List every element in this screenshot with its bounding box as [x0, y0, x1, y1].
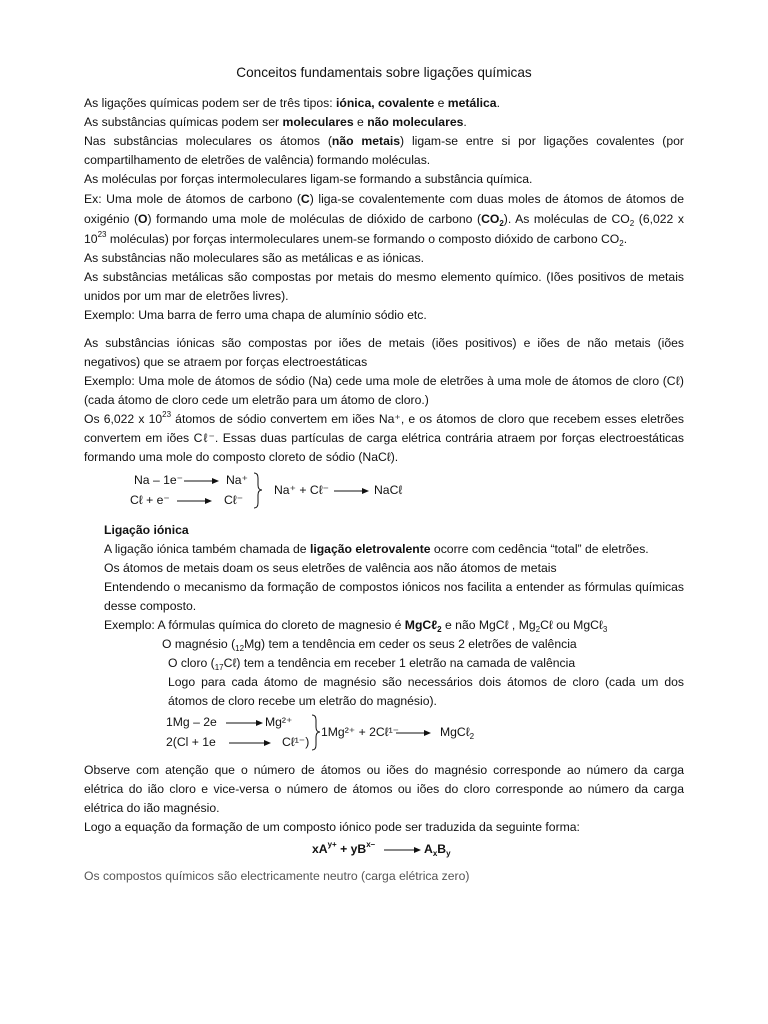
text: ocorre com cedência “total” de eletrões.: [430, 542, 649, 556]
paragraph-non-molecular: As substâncias não moleculares são as metálicas e as iónicas.: [84, 251, 425, 265]
eq2-row1-right: Mg²⁺: [265, 715, 293, 729]
term-ionic: iónica: [336, 96, 372, 110]
subscript: x: [432, 849, 438, 858]
paragraph-co2-example: [84, 189, 684, 249]
subscript: y: [446, 849, 451, 858]
paragraph-sodium-ions: [84, 410, 684, 467]
equation-mgcl2: [84, 711, 684, 753]
paragraph-sodium-example: Exemplo: Uma mole de átomos de sódio (Na) cede uma mole de eletrões à uma mole de átomos de cloro (Cℓ) (cada átomo de cloro cede um eletrão para um átomo de cloro.): [84, 374, 684, 407]
eq1-row1-left: Na – 1e⁻: [134, 473, 184, 487]
text: A: [424, 842, 433, 856]
term-non-molecular: não moleculares: [367, 115, 464, 129]
eq2-row2-right: Cℓ¹⁻): [282, 735, 310, 749]
paragraph-mechanism: Entendendo o mecanismo da formação de compostos iónicos nos facilita a entender as fórmulas químicas desse composto.: [104, 580, 684, 613]
eq1-row2-right: Cℓ⁻: [224, 493, 244, 507]
text: Mg) tem a tendência em ceder os seus 2 eletrões de valência: [244, 637, 577, 651]
text: ). As moléculas de CO: [503, 212, 630, 226]
formula-mgcl2: MgCℓ: [404, 618, 438, 632]
term-covalent: covalente: [378, 96, 435, 110]
paragraph-metal-donation: Os átomos de metais doam os seus eletrões de valência aos não átomos de metais: [104, 561, 557, 575]
paragraph-electrovalent: [84, 540, 684, 559]
paragraph-general-equation-intro: Logo a equação da formação de um composto iónico pode ser traduzida da seguinte forma:: [84, 820, 580, 834]
paragraph-substance-types: [84, 113, 684, 132]
text: Exemplo: A fórmulas química do cloreto de magnesio é: [104, 618, 405, 632]
text: xA: [312, 842, 328, 856]
text: (6,022 x 10: [84, 212, 684, 246]
text: Cℓ) tem a tendência em receber 1 eletrão na camada de valência: [223, 656, 576, 670]
text: .: [623, 232, 628, 246]
eq2-ions: 1Mg²⁺ + 2Cℓ¹⁻: [321, 725, 400, 739]
text: Os 6,022 x 10: [84, 412, 163, 426]
text: O cloro (: [168, 656, 215, 670]
superscript: 23: [162, 410, 172, 419]
heading-text: Ligação iónica: [104, 523, 189, 537]
symbol-o: O: [138, 212, 148, 226]
text: átomos de sódio convertem em iões Na⁺, e os átomos de cloro que recebem esses eletrões convertem em iões Cℓ⁻. Essas duas partículas de carga elétrica contrária atraem por forças electroestáticas formando uma mole do composto cloreto de sódio (NaCℓ).: [84, 412, 684, 464]
text: e: [353, 115, 368, 129]
text: Ex: Uma mole de átomos de carbono (: [84, 192, 301, 206]
text: moléculas) por forças intermoleculares unem-se formando o composto dióxido de carbono CO: [106, 232, 620, 246]
text: e não MgCℓ , Mg: [441, 618, 536, 632]
text: As substâncias químicas podem ser: [84, 115, 283, 129]
paragraph-bond-types: [84, 94, 684, 113]
text: B: [437, 842, 447, 856]
superscript: 23: [97, 230, 107, 239]
paragraph-observe: Observe com atenção que o número de átomos ou iões do magnésio corresponde ao número da carga elétrica do ião cloro e vice-versa o número de átomos ou iões do cloro corresponde ao número da carga elétrica do ião magnésio.: [84, 763, 684, 815]
eq3-product: [424, 840, 451, 859]
superscript: y+: [327, 840, 337, 849]
term-non-metals: não metais: [331, 134, 401, 148]
text: Nas substâncias moleculares os átomos (: [84, 134, 332, 148]
text: MgCℓ: [440, 725, 470, 739]
eq1-row2-left: Cℓ + e⁻: [130, 493, 170, 507]
subscript: 17: [214, 663, 224, 672]
paragraph-magnesium: [84, 635, 684, 654]
symbol-c: C: [300, 192, 310, 206]
subscript: 2: [437, 625, 442, 634]
text: ,: [371, 96, 378, 110]
eq2-product: [440, 723, 474, 742]
text: As ligações químicas podem ser de três tipos:: [84, 96, 336, 110]
eq2-row1-left: 1Mg – 2e: [166, 715, 217, 729]
text: Cℓ ou MgCℓ: [540, 618, 603, 632]
equation-general: [84, 837, 684, 861]
subscript: 2: [469, 732, 475, 741]
subscript: 2: [499, 219, 504, 228]
eq1-row1-right: Na⁺: [226, 473, 249, 487]
eq3-reactants: [312, 840, 375, 859]
paragraph-mgcl2-example: [84, 616, 684, 635]
term-metallic: metálica: [447, 96, 497, 110]
paragraph-molecular: [84, 132, 684, 170]
paragraph-metallic: As substâncias metálicas são compostas por metais do mesmo elemento químico. (Iões positivos de metais unidos por um mar de eletrões livres).: [84, 270, 684, 303]
text: ) ligam-se entre si por ligações covalentes (por compartilhamento de eletrões de valência) formando moléculas.: [84, 134, 684, 167]
text: O magnésio (: [162, 637, 236, 651]
subscript: 2: [629, 219, 635, 228]
text: e: [434, 96, 448, 110]
paragraph-metallic-example: Exemplo: Uma barra de ferro uma chapa de alumínio sódio etc.: [84, 308, 427, 322]
term-electrovalent: ligação eletrovalente: [309, 542, 431, 556]
equation-nacl: [84, 467, 684, 509]
paragraph-intermolecular: As moléculas por forças intermoleculares ligam-se formando a substância química.: [84, 172, 533, 186]
subscript: 3: [602, 625, 608, 634]
paragraph-neutral: Os compostos químicos são electricamente neutro (carga elétrica zero): [84, 869, 470, 883]
text: .: [496, 96, 500, 110]
text: ) formando uma mole de moléculas de dióxido de carbono (: [147, 212, 482, 226]
subscript: 2: [535, 625, 541, 634]
superscript: x–: [366, 840, 376, 849]
text: .: [463, 115, 467, 129]
section-heading-ionic-bond: [84, 521, 684, 540]
eq1-product: NaCℓ: [374, 483, 403, 497]
paragraph-ionic-substances: As substâncias iónicas são compostas por iões de metais (iões positivos) e iões de não metais (iões negativos) que se atraem por forças electroestáticas: [84, 336, 684, 369]
paragraph-chlorine: [84, 654, 684, 673]
page-title: Conceitos fundamentais sobre ligações químicas: [236, 65, 532, 80]
paragraph-ratio: Logo para cada átomo de magnésio são necessários dois átomos de cloro (cada um dos átomos de cloro recebe um eletrão do magnésio).: [168, 675, 684, 708]
text: ) liga-se covalentemente com duas moles de átomos de átomos de oxigénio (: [84, 192, 684, 226]
eq2-row2-left: 2(Cl + 1e: [166, 735, 216, 749]
subscript: 2: [619, 239, 624, 248]
text: + yB: [336, 842, 367, 856]
equation-arrow: [84, 837, 684, 861]
eq1-ions: Na⁺ + Cℓ⁻: [274, 483, 330, 497]
term-molecular: moleculares: [282, 115, 354, 129]
formula-co2: CO: [481, 212, 500, 226]
subscript: 12: [235, 644, 245, 653]
text: A ligação iónica também chamada de: [104, 542, 310, 556]
document-page: [84, 62, 684, 886]
